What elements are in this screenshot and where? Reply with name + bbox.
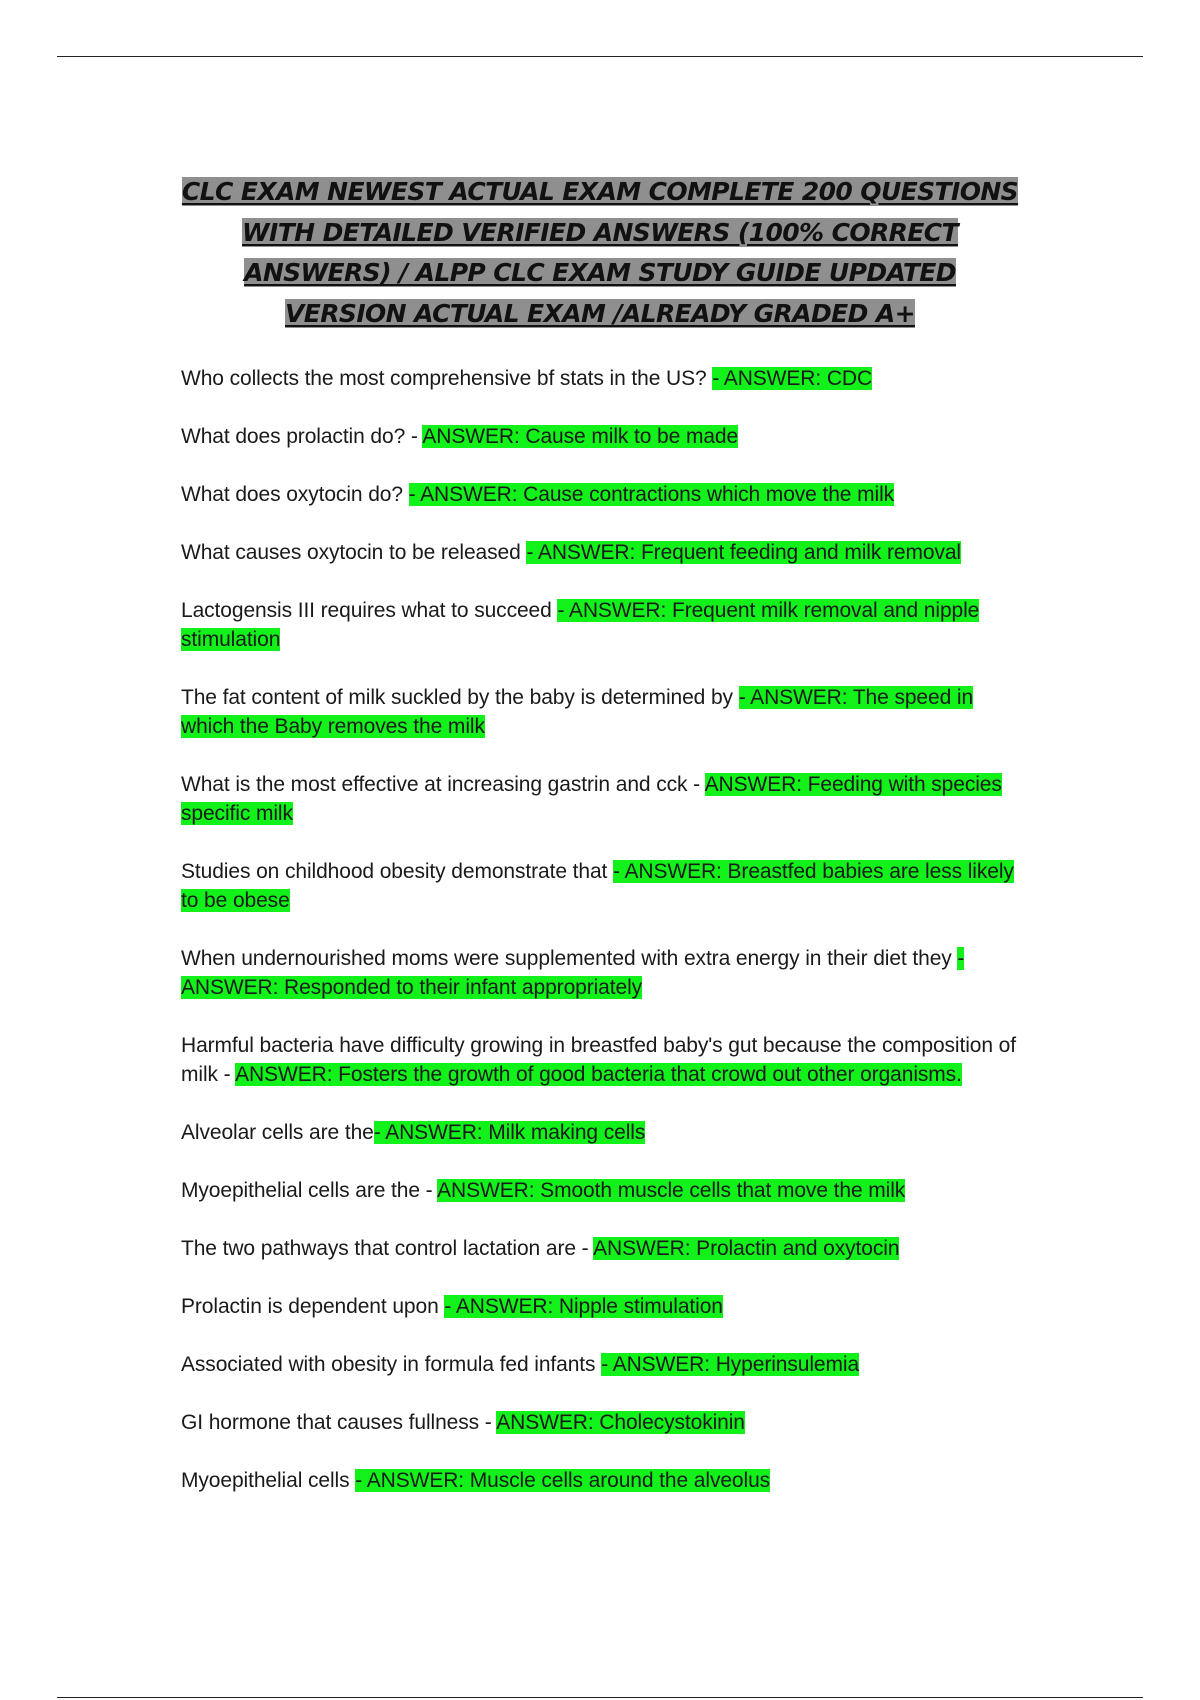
qa-list (181, 364, 1019, 1495)
question-text: Alveolar cells are the (181, 1121, 374, 1144)
document-title-text: CLC EXAM NEWEST ACTUAL EXAM COMPLETE 200 QUESTIONS WITH DETAILED VERIFIED ANSWERS (100% CORRECT ANSWERS) / ALPP CLC EXAM STUDY GUIDE UPDATED VERSION ACTUAL EXAM /ALREADY GRADED A+ (181, 177, 1019, 328)
qa-item (181, 1292, 1019, 1321)
qa-item (181, 683, 1019, 741)
answer-text: ANSWER: Feeding with species specific milk (181, 773, 1002, 825)
answer-text: - ANSWER: Cause contractions which move the milk (408, 483, 895, 506)
qa-item (181, 1408, 1019, 1437)
qa-item (181, 1118, 1019, 1147)
answer-text: - ANSWER: Frequent feeding and milk removal (526, 541, 961, 564)
answer-text: ANSWER: Cause milk to be made (422, 425, 739, 448)
qa-item (181, 770, 1019, 828)
bottom-divider (57, 1697, 1143, 1698)
qa-item (181, 1031, 1019, 1089)
qa-item (181, 1350, 1019, 1379)
qa-item (181, 364, 1019, 393)
answer-text: ANSWER: Smooth muscle cells that move the milk (437, 1179, 906, 1202)
question-text: Myoepithelial cells are the - (181, 1179, 438, 1202)
question-text: Studies on childhood obesity demonstrate that (181, 860, 614, 883)
qa-item (181, 857, 1019, 915)
qa-item (181, 944, 1019, 1002)
question-text: The fat content of milk suckled by the baby is determined by (181, 686, 739, 709)
qa-item (181, 422, 1019, 451)
qa-item (181, 480, 1019, 509)
answer-text: - ANSWER: Hyperinsulemia (601, 1353, 860, 1376)
top-divider (57, 56, 1143, 57)
question-text: Myoepithelial cells (181, 1469, 356, 1492)
question-text: Associated with obesity in formula fed infants (181, 1353, 602, 1376)
question-text: GI hormone that causes fullness - (181, 1411, 497, 1434)
question-text: What causes oxytocin to be released (181, 541, 527, 564)
question-text: When undernourished moms were supplemented with extra energy in their diet they (181, 947, 958, 970)
qa-item (181, 538, 1019, 567)
answer-text: - ANSWER: Muscle cells around the alveolus (355, 1469, 771, 1492)
answer-text: - ANSWER: Nipple stimulation (444, 1295, 723, 1318)
answer-text: - ANSWER: The speed in which the Baby removes the milk (181, 686, 974, 738)
qa-item (181, 1176, 1019, 1205)
answer-text: ANSWER: Fosters the growth of good bacteria that crowd out other organisms. (235, 1063, 962, 1086)
answer-text: - ANSWER: Breastfed babies are less likely to be obese (181, 860, 1014, 912)
qa-item (181, 596, 1019, 654)
answer-text: - ANSWER: Frequent milk removal and nipple stimulation (181, 599, 980, 651)
document-body (181, 172, 1019, 1524)
question-text: What does oxytocin do? (181, 483, 409, 506)
answer-text: - ANSWER: Responded to their infant appropriately (181, 947, 965, 999)
question-text: What does prolactin do? - (181, 425, 423, 448)
document-title (181, 172, 1019, 334)
answer-text: - ANSWER: CDC (712, 367, 873, 390)
question-text: The two pathways that control lactation are - (181, 1237, 594, 1260)
qa-item (181, 1466, 1019, 1495)
answer-text: ANSWER: Prolactin and oxytocin (593, 1237, 900, 1260)
question-text: Harmful bacteria have difficulty growing in breastfed baby's gut because the composition of milk - (181, 1034, 1016, 1086)
answer-text: ANSWER: Cholecystokinin (496, 1411, 745, 1434)
question-text: What is the most effective at increasing gastrin and cck - (181, 773, 705, 796)
qa-item (181, 1234, 1019, 1263)
question-text: Prolactin is dependent upon (181, 1295, 445, 1318)
question-text: Lactogensis III requires what to succeed (181, 599, 558, 622)
answer-text: - ANSWER: Milk making cells (373, 1121, 646, 1144)
question-text: Who collects the most comprehensive bf stats in the US? (181, 367, 713, 390)
